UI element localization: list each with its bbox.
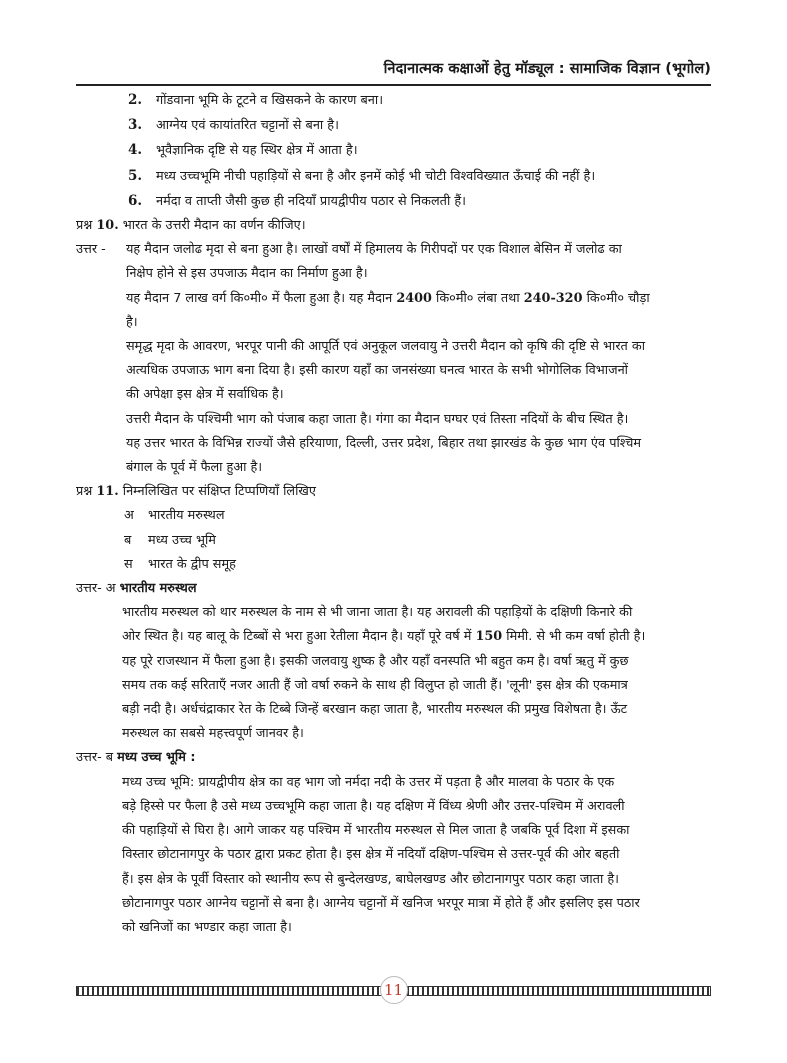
question-label-prefix: प्रश्न: [76, 218, 97, 234]
sub-item: [76, 553, 711, 577]
answer-line: मरुस्थल का सबसे महत्त्वपूर्ण जानवर है।: [122, 726, 304, 742]
answer-line: समृद्ध मृदा के आवरण, भरपूर पानी की आपूर्ति एवं अनुकूल जलवायु ने उत्तरी मैदान को कृषि की दृष्टि से भारत का: [126, 339, 646, 355]
sub-item-key: अ: [124, 508, 134, 524]
width-value: 240-320: [523, 290, 583, 306]
answer-b-heading: [76, 746, 711, 770]
sub-item: [76, 504, 711, 528]
question-label-prefix: प्रश्न: [76, 484, 97, 500]
list-number: 3.: [128, 117, 143, 134]
answer-line: उत्तरी मैदान के पश्चिमी भाग को पंजाब कहा जाता है। गंगा का मैदान घग्घर एवं तिस्ता नदियों के बीच स्थित है।: [126, 411, 629, 427]
page-content: [76, 88, 711, 940]
rain-post: मिमी. से भी कम वर्षा होती है।: [502, 629, 646, 645]
list-item: [76, 88, 711, 113]
answer-line: की अपेक्षा इस क्षेत्र में सर्वाधिक है।: [126, 387, 284, 403]
numbered-list: [76, 88, 711, 214]
question-number: 11.: [96, 484, 119, 500]
answer-label: उत्तर- अ: [76, 581, 120, 597]
list-number: 5.: [128, 167, 143, 184]
answer-10: [76, 238, 711, 480]
list-number: 4.: [128, 142, 143, 159]
answer-line: छोटानागपुर पठार आग्नेय चट्टानों से बना है। आग्नेय चट्टानों में खनिज भरपूर मात्रा में होते हैं और इसलिए इस पठार: [122, 895, 640, 911]
sub-item-text: भारत के द्वीप समूह: [148, 556, 236, 572]
sub-item-text: भारतीय मरुस्थल: [148, 508, 225, 524]
question-10: [76, 214, 711, 238]
answer-line: यह उत्तर भारत के विभिन्न राज्यों जैसे हरियाणा, दिल्ली, उत्तर प्रदेश, बिहार तथा झारखंड के कुछ भाग एंव पश्चिम: [126, 435, 641, 451]
sub-item-key: स: [124, 556, 133, 572]
answer-body: [126, 238, 711, 480]
sub-item-text: मध्य उच्च भूमि: [148, 532, 216, 548]
answer-a-body: [76, 601, 711, 746]
rainfall-value: 150: [475, 629, 503, 645]
answer-title: भारतीय मरुस्थल: [119, 581, 197, 597]
answer-b-body: [76, 771, 711, 940]
area-mid: कि०मी० लंबा तथा: [431, 290, 524, 306]
list-text: भूवैज्ञानिक दृष्टि से यह स्थिर क्षेत्र में आता है।: [156, 143, 358, 159]
answer-line: निक्षेप होने से इस उपजाऊ मैदान का निर्माण हुआ है।: [126, 266, 368, 282]
answer-line: भारतीय मरुस्थल को थार मरुस्थल के नाम से भी जाना जाता है। यह अरावली की पहाड़ियों के दक्षिणी किनारे की: [122, 605, 633, 621]
list-number: 6.: [128, 192, 143, 209]
list-text: नर्मदा व ताप्ती जैसी कुछ ही नदियाँ प्रायद्वीपीय पठार से निकलती हैं।: [156, 193, 466, 209]
list-number: 2.: [128, 92, 143, 108]
answer-line: बंगाल के पूर्व में फैला हुआ है।: [126, 460, 263, 476]
list-text: मध्य उच्चभूमि नीची पहाड़ियों से बना है और इनमें कोई भी चोटी विश्वविख्यात ऊँचाई की नहीं है।: [156, 168, 596, 184]
question-text: निम्नलिखित पर संक्षिप्त टिप्पणियाँ लिखिए: [122, 484, 316, 500]
list-item: [76, 113, 711, 138]
answer-line: समय तक कई सरिताएँ नजर आती हैं जो वर्षा रुकने के साथ ही विलुप्त हो जाती हैं। 'लूनी' इस क्षेत्र की एकमात्र: [122, 677, 628, 693]
running-header: [76, 58, 711, 86]
rain-pre: ओर स्थित है। यह बालू के टिब्बों से भरा हुआ रेतीला मैदान है। यहाँ पूरे वर्ष में: [122, 629, 476, 645]
question-number: 10.: [96, 218, 119, 234]
sub-item: [76, 529, 711, 553]
page-footer: [76, 982, 711, 1000]
list-item: [76, 164, 711, 189]
answer-line: मध्य उच्च भूमि: प्रायद्वीपीय क्षेत्र का वह भाग जो नर्मदा नदी के उत्तर में पड़ता है और मालवा के पठार के एक: [122, 774, 615, 790]
rainfall-line: [122, 625, 711, 649]
answer-line: है।: [126, 314, 138, 330]
answer-line: की पहाड़ियों से घिरा है। आगे जाकर यह पश्चिम में भारतीय मरुस्थल से मिल जाता है जबकि पूर्व दिशा में इसका: [122, 823, 630, 839]
question-text: भारत के उत्तरी मैदान का वर्णन कीजिए।: [122, 218, 306, 234]
list-item: [76, 189, 711, 214]
answer-title: मध्य उच्च भूमि :: [117, 750, 196, 766]
answer-line: यह मैदान जलोढ मृदा से बना हुआ है। लाखों वर्षों में हिमालय के गिरीपदों पर एक विशाल बेसिन में जलोढ का: [126, 242, 622, 258]
area-pre: यह मैदान 7 लाख वर्ग कि०मी० में फैला हुआ है। यह मैदान: [126, 290, 397, 306]
answer-line: बड़ी नदी है। अर्धचंद्राकार रेत के टिब्बे जिन्हें बरखान कहा जाता है, भारतीय मरुस्थल की प्रमुख विशेषता है। ऊँट: [122, 702, 628, 718]
area-line: [126, 287, 711, 311]
answer-line: हैं। इस क्षेत्र के पूर्वी विस्तार को स्थानीय रूप से बुन्देलखण्ड, बाघेलखण्ड और छोटानागपुर पठार कहा जाता है।: [122, 871, 620, 887]
answer-line: अत्यधिक उपजाऊ भाग बना दिया है। इसी कारण यहाँ का जनसंख्या घनत्व भारत के सभी भोगोलिक विभाजनों: [126, 363, 628, 379]
answer-line: यह पूरे राजस्थान में फैला हुआ है। इसकी जलवायु शुष्क है और यहाँ वनस्पति भी बहुत कम है। वर्षा ऋतु में कुछ: [122, 653, 629, 669]
answer-line: को खनिजों का भण्डार कहा जाता है।: [122, 919, 292, 935]
list-text: गोंडवाना भूमि के टूटने व खिसकने के कारण बना।: [156, 93, 384, 108]
answer-line: विस्तार छोटानागपुर के पठार द्वारा प्रकट होता है। इस क्षेत्र में नदियाँ दक्षिण-पश्चिम से उत्तर-पूर्व की ओर बहती: [122, 847, 620, 863]
answer-label: उत्तर- ब: [76, 750, 118, 766]
header-title: निदानात्मक कक्षाओं हेतु मॉड्यूल : सामाजिक विज्ञान (भूगोल): [383, 61, 711, 77]
page-number: 11: [380, 976, 408, 1004]
sub-item-key: ब: [124, 532, 132, 548]
answer-label: उत्तर -: [76, 242, 106, 258]
area-post: कि०मी० चौड़ा: [582, 290, 650, 306]
list-item: [76, 138, 711, 163]
question-11: [76, 480, 711, 504]
list-text: आग्नेय एवं कायांतरित चट्टानों से बना है।: [156, 118, 339, 134]
answer-line: बड़े हिस्से पर फैला है उसे मध्य उच्चभूमि कहा जाता है। यह दक्षिण में विंध्य श्रेणी और उत्तर-पश्चिम में अरावली: [122, 798, 625, 814]
answer-a-heading: [76, 577, 711, 601]
length-value: 2400: [396, 290, 432, 306]
